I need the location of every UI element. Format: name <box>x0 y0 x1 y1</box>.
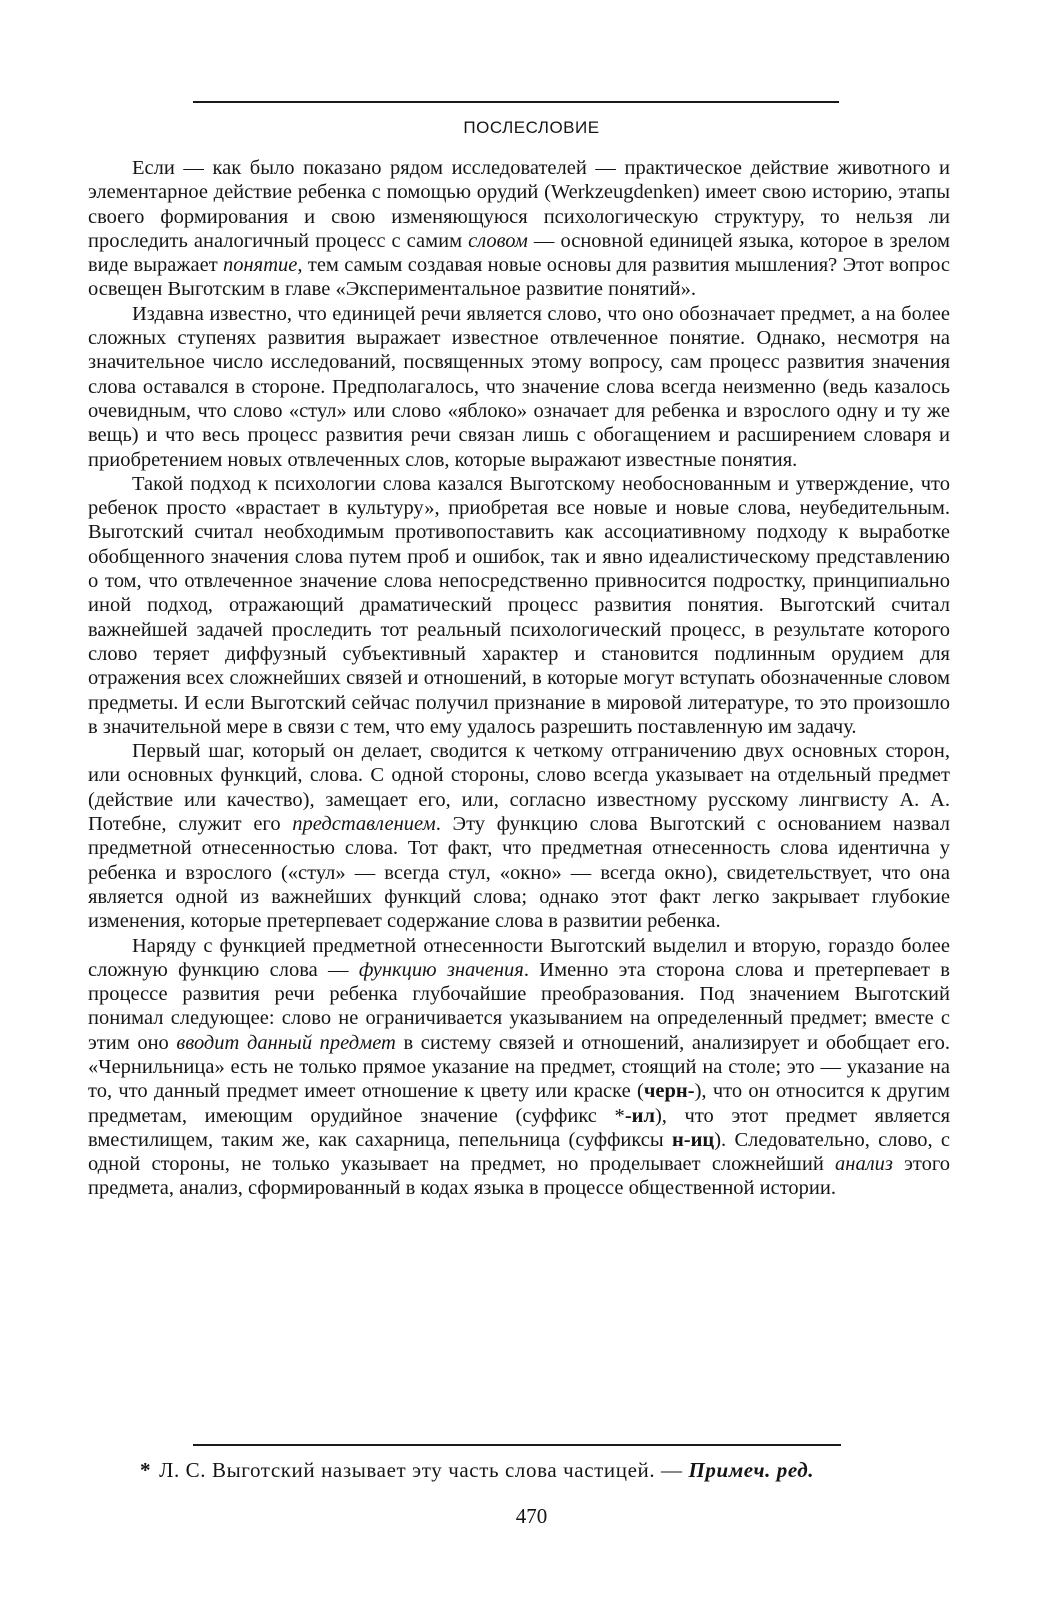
text-segment: Первый шаг, который он делает, сводится к четкому отграничению двух основных сторон, или основных функций, слова. С одной стороны, слово всегда указывает на отдельный предмет (действие или качество), замещает его, или, согласно известному русскому лингвисту А. А. Потебне, служит его <box>88 740 950 836</box>
emphasis: вводит данный предмет <box>176 1031 396 1054</box>
paragraph-3 <box>88 472 950 739</box>
text-segment: в систему связей и отношений, анализирует и обобщает его. «Чернильница» есть не только прямое указание на предмет, стоящий на столе; это — указание на то, что данный предмет имеет отношение к цвету или краске ( <box>88 1031 950 1103</box>
text-segment: Наряду с функцией предметной отнесенности Выготский выделил и вторую, гораздо более сложную функцию слова — <box>88 934 950 981</box>
header-rule <box>193 101 839 103</box>
emphasis: представлением <box>292 813 436 836</box>
footnote-text: Л. С. Выготский называет эту часть слова частицей. — <box>159 1458 689 1482</box>
footnote-note-label: Примеч. ред. <box>688 1458 815 1482</box>
morpheme: черн- <box>643 1080 695 1103</box>
text-segment: — основной единицей языка, которое в зрелом виде выражает <box>88 229 951 277</box>
morpheme: -ил <box>624 1104 655 1127</box>
main-text <box>88 156 950 1201</box>
emphasis: понятие <box>223 254 298 277</box>
text-segment: Если — как было показано рядом исследователей — практическое действие животного и элементарное действие ребенка с помощью орудий (Werkzeugdenken) имеет свою историю, этапы своего формирования и свою изменяющуюся психологическую структуру, то нельзя ли проследить аналогичный процесс с самим <box>88 157 950 252</box>
emphasis: словом <box>468 229 528 252</box>
footnote-marker: * <box>140 1458 152 1482</box>
text-segment: . Эту функцию слова Выготский с основанием назвал предметной отнесенностью слова. Тот факт, что предметная отнесенность слова идентична у ребенка и взрослого («стул» — всегда стул, «окно» — всегда окно), свидетельствует, что она является одной из важнейших функций слова; однако этот факт легко закрывает глубокие изменения, которые претерпевает содержание слова в развитии ребенка. <box>88 813 950 933</box>
text-segment: , тем самым создавая новые основы для развития мышления? Этот вопрос освещен Выготским в главе «Экспериментальное развитие понятий». <box>88 254 950 301</box>
morpheme: н-иц <box>671 1128 715 1151</box>
emphasis: функцию значения <box>358 958 524 981</box>
paragraph-1 <box>88 156 950 302</box>
footnote-rule <box>193 1444 841 1446</box>
text-segment: ), что этот предмет является вместилищем, таким же, как сахарница, пепельница (суффиксы <box>88 1104 950 1151</box>
page-heading: ПОСЛЕСЛОВИЕ <box>463 118 600 137</box>
text-segment: этого предмета, анализ, сформированный в кодах языка в процессе общественной истории. <box>88 1153 950 1200</box>
text-segment: ). Следовательно, слово, с одной стороны, не только указывает на предмет, но проделывает сложнейший <box>88 1128 950 1176</box>
text-segment: ), что он относится к другим предметам, имеющим орудийное значение (суффикс * <box>88 1080 951 1127</box>
paragraph-5 <box>88 934 950 1201</box>
page-number: 470 <box>515 1504 548 1528</box>
text-segment: Такой подход к психологии слова казался Выготскому необоснованным и утверждение, что ребенок просто «врастает в культуру», приобретая все новые и новые слова, неубедительным. Выготский считал необходимым противопоставить как ассоциативному подходу к выработке обобщенного значения слова путем проб и ошибок, так и явно идеалистическому представлению о том, что отвлеченное значение слова непосредственно привносится подростку, принципиально иной подход, отражающий драматический процесс развития понятия. Выготский считал важнейшей задачей проследить тот реальный психологический процесс, в результате которого слово теряет диффузный субъективный характер и становится подлинным орудием для отражения всех сложнейших связей и отношений, в которые могут вступать обозначенные словом предметы. И если Выготский сейчас получил признание в мировой литературе, то это произошло в значительной мере в связи с тем, что ему удалось разрешить поставленную им задачу. <box>88 472 950 738</box>
emphasis: анализ <box>835 1153 893 1176</box>
paragraph-4 <box>88 739 950 933</box>
text-segment: Издавна известно, что единицей речи является слово, что оно обозначает предмет, а на более сложных ступенях развития выражает известное отвлеченное понятие. Однако, несмотря на значительное число исследований, посвященных этому вопросу, сам процесс развития значения слова оставался в стороне. Предполагалось, что значение слова всегда неизменно (ведь казалось очевидным, что слово «стул» или слово «яблоко» означает для ребенка и взрослого одну и ту же вещь) и что весь процесс развития речи связан лишь с обогащением и расширением словаря и приобретением новых отвлеченных слов, которые выражают известные понятия. <box>88 302 950 471</box>
footnote <box>140 1456 940 1484</box>
paragraph-2 <box>88 302 950 472</box>
text-segment: . Именно эта сторона слова и претерпевает в процессе развития речи ребенка глубочайшие преобразования. Под значением Выготский понимал следующее: слово не ограничивается указыванием на определенный предмет; вместе с этим оно <box>88 958 950 1054</box>
